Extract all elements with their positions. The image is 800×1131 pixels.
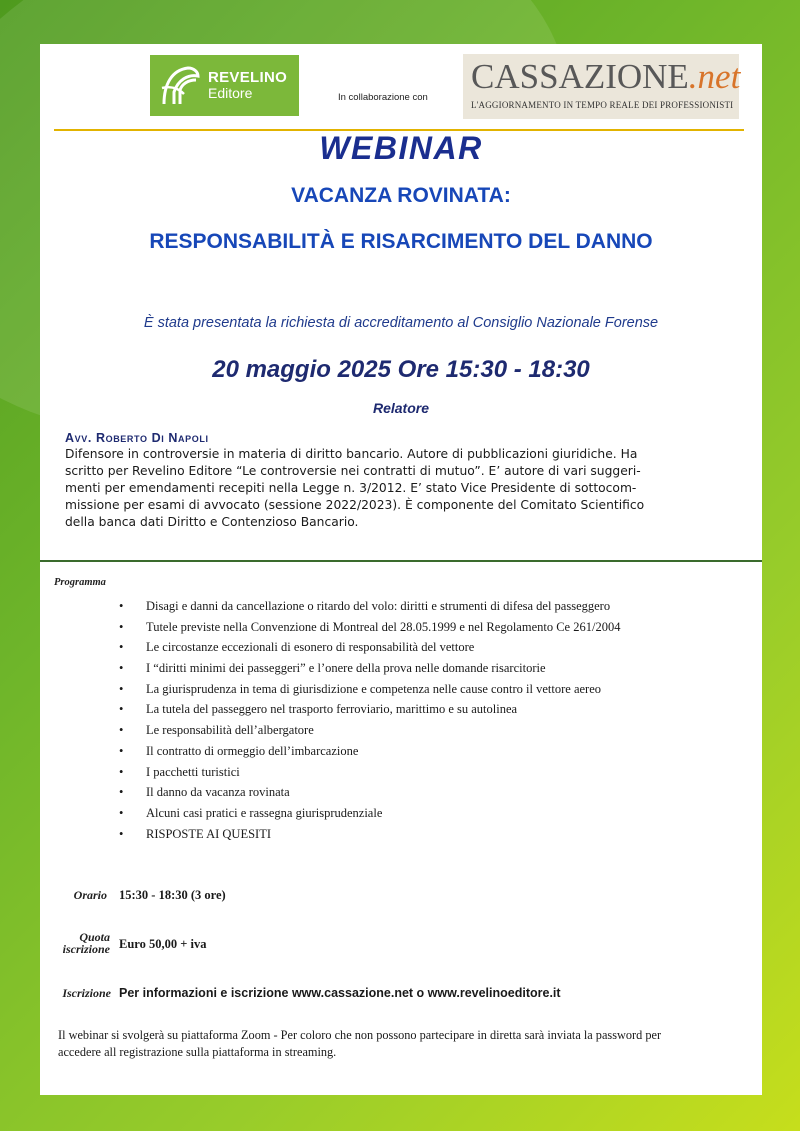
webinar-title: WEBINAR [319, 130, 483, 166]
revelino-logo-line1: REVELINO [208, 69, 288, 87]
bullet-icon: • [119, 640, 124, 655]
revelino-leaf-icon [158, 64, 202, 108]
speaker-name: Avv. Roberto Di Napoli [65, 431, 209, 445]
collaboration-text: In collaborazione con [338, 92, 428, 103]
list-item: • Le circostanze eccezionali di esonero di responsabilità del vettore [119, 637, 620, 658]
event-title-line2: RESPONSABILITÀ E RISARCIMENTO DEL DANNO [149, 230, 653, 253]
event-title-line1: VACANZA ROVINATA: [291, 184, 511, 207]
cassazione-logo-tagline: L'AGGIORNAMENTO IN TEMPO REALE DEI PROFESSIONISTI [471, 100, 734, 110]
bullet-icon: • [119, 619, 124, 634]
speaker-bio-line: missione per esami di avvocato (sessione 2022/2023). È componente del Comitato Scientifico [65, 498, 645, 512]
bullet-icon: • [119, 826, 124, 841]
section-divider [40, 560, 762, 562]
list-item: • RISPOSTE AI QUESITI [119, 824, 620, 845]
list-item: • Alcuni casi pratici e rassegna giurisprudenziale [119, 803, 620, 824]
bullet-icon: • [119, 805, 124, 820]
bullet-icon: • [119, 599, 124, 613]
orario-label: Orario [73, 888, 107, 902]
list-item: • Il danno da vacanza rovinata [119, 782, 620, 803]
revelino-logo [150, 55, 299, 116]
iscrizione-value: Per informazioni e iscrizione www.cassazione.net o www.revelinoeditore.it [119, 986, 561, 1000]
speaker-heading: Relatore [372, 400, 430, 416]
bullet-icon: • [119, 764, 124, 779]
bullet-icon: • [119, 681, 124, 696]
cassazione-logo-suffix: .net [688, 57, 741, 96]
event-datetime: 20 maggio 2025 Ore 15:30 - 18:30 [212, 356, 590, 383]
quota-value: Euro 50,00 + iva [119, 937, 207, 951]
speaker-bio-line: scritto per Revelino Editore “Le controversie nei contratti di mutuo”. E’ autore di vari suggeri- [65, 464, 641, 478]
footer-note-line: accedere all registrazione sulla piattaforma in streaming. [58, 1045, 337, 1059]
list-item: • Tutele previste nella Convenzione di Montreal del 28.05.1999 e nel Regolamento Ce 261/2004 [119, 617, 620, 638]
list-item: • La giurisprudenza in tema di giurisdizione e competenza nelle cause contro il vettore aereo [119, 679, 620, 700]
footer-note-line: Il webinar si svolgerà su piattaforma Zoom - Per coloro che non possono partecipare in diretta sarà inviata la password per [58, 1028, 662, 1042]
speaker-bio [65, 446, 741, 531]
quota-label-line1: Quota [79, 930, 110, 944]
programma-list [119, 596, 620, 844]
speaker-bio-line: menti per emendamenti recepiti nella Legge n. 3/2012. E’ stato Vice Presidente di sottocom- [65, 481, 637, 495]
accreditation-note: È stata presentata la richiesta di accreditamento al Consiglio Nazionale Forense [143, 315, 659, 331]
bullet-icon: • [119, 785, 124, 800]
footer-note [58, 1027, 748, 1061]
list-item: • Disagi e danni da cancellazione o ritardo del volo: diritti e strumenti di difesa del passeggero [119, 596, 620, 617]
list-item: • Le responsabilità dell’albergatore [119, 720, 620, 741]
iscrizione-label: Iscrizione [62, 986, 111, 1000]
flyer-page [40, 44, 762, 1095]
list-item: • La tutela del passeggero nel trasporto ferroviario, marittimo e su autolinea [119, 699, 620, 720]
cassazione-logo-name: CASSAZIONE [471, 57, 689, 96]
quota-label [50, 931, 110, 955]
bullet-icon: • [119, 723, 124, 738]
list-item: • I “diritti minimi dei passeggeri” e l’onere della prova nelle domande risarcitorie [119, 658, 620, 679]
bullet-icon: • [119, 702, 124, 717]
revelino-logo-line2: Editore [208, 85, 253, 102]
list-item: • I pacchetti turistici [119, 762, 620, 783]
speaker-bio-line: della banca dati Diritto e Contenzioso Bancario. [65, 515, 359, 529]
orario-value: 15:30 - 18:30 (3 ore) [119, 888, 226, 902]
programma-heading: Programma [54, 577, 106, 588]
list-item: • Il contratto di ormeggio dell’imbarcazione [119, 741, 620, 762]
quota-label-line2: iscrizione [62, 942, 110, 956]
bullet-icon: • [119, 661, 124, 676]
cassazione-logo [463, 54, 739, 119]
bullet-icon: • [119, 743, 124, 758]
speaker-bio-line: Difensore in controversie in materia di diritto bancario. Autore di pubblicazioni giuridiche. Ha [65, 447, 638, 461]
